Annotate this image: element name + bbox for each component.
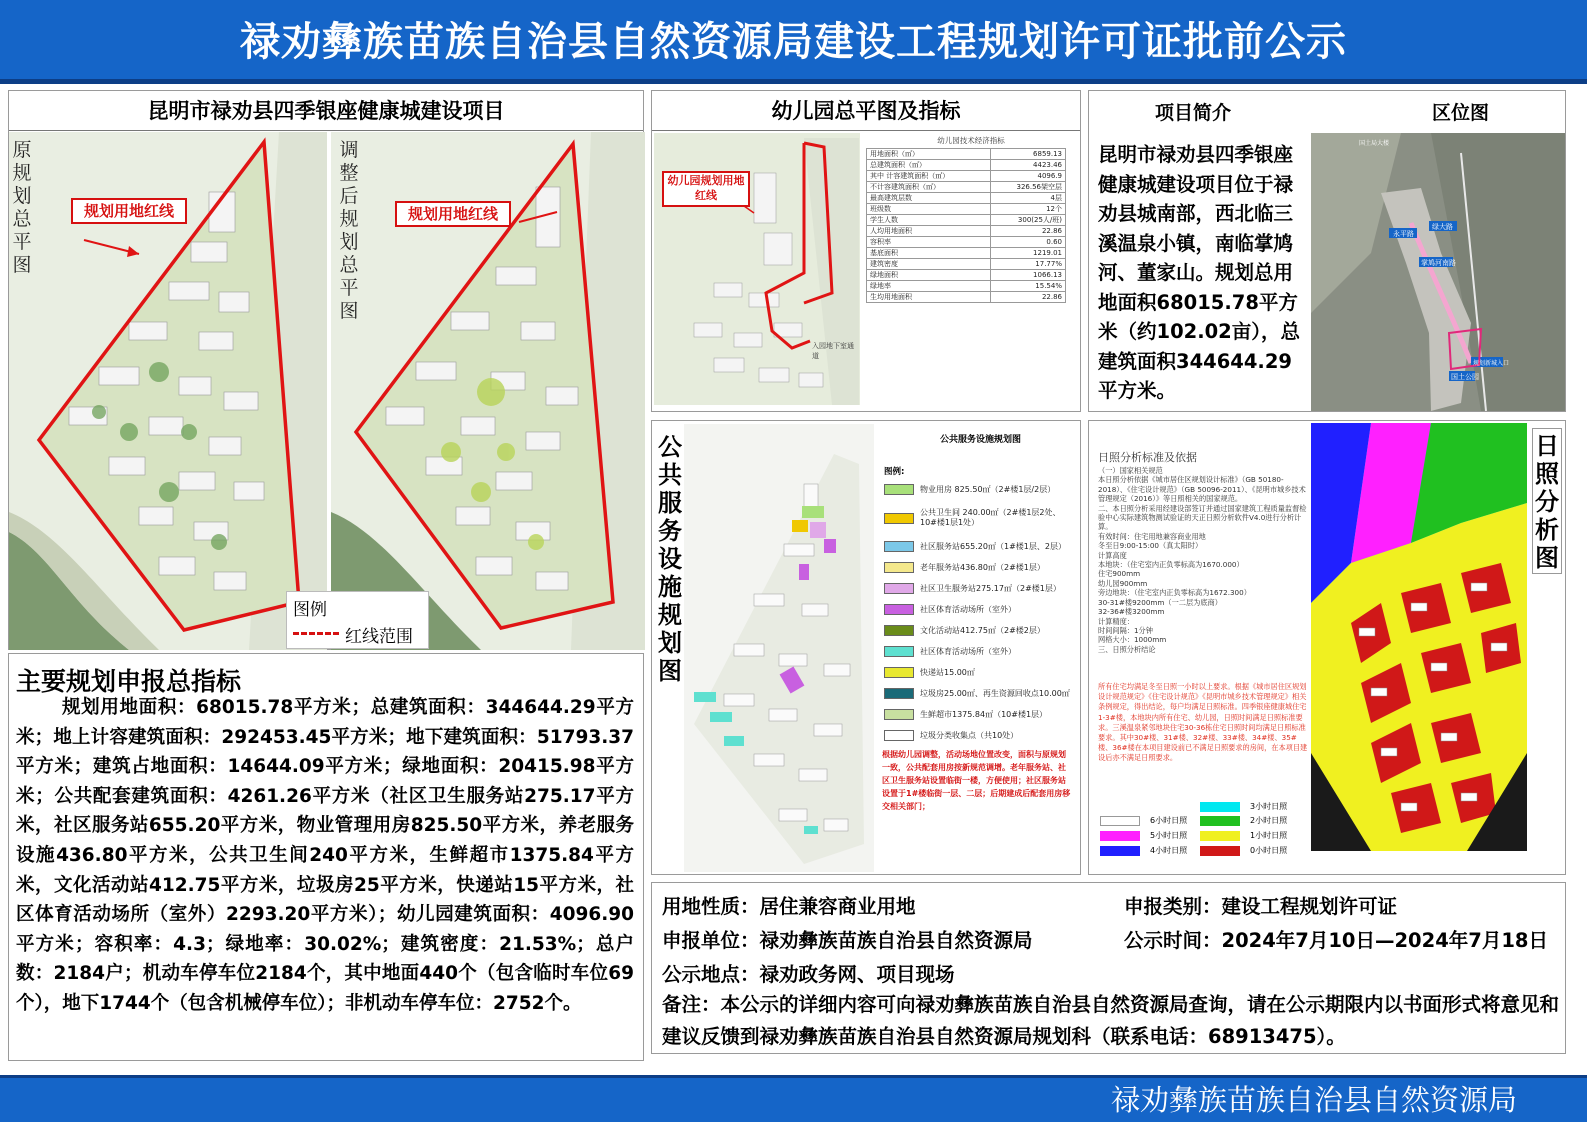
- sunlight-body: （一）国家相关规范 本日照分析依据《城市居住区规划设计标准》（GB 50180-2018）、《住宅设计规范》（GB 50096-2011）、《昆明市城乡技术管理规定（2016）》等日照相关的国家规范。 二、本日照分析采用经建设部签订并通过国家建筑工程质量监督检验中心实际建筑物测试验证的天正日照分析软件V4.0进行分析计算。 有效时间：住宅用地兼容商业用地 冬至日9:00-15:00（真太阳时） 计算高度 本地块：（住宅室内正负零标高为1670.000） 住宅900mm 幼儿园900mm 旁边地块：（住宅室内正负零标高为1672.300） 30-31#楼9200mm（一二层为底商） 32-36#楼3200mm 计算精度： 时间间隔：1分钟 网格大小：1000mm 三、日照分析结论: [1098, 466, 1307, 654]
- ps-legend-item: 社区卫生服务站275.17㎡（2#楼1层）: [884, 583, 1061, 594]
- title-bar: [0, 0, 1587, 84]
- sunlight-legend-item: 4小时日照: [1100, 845, 1187, 856]
- kg-row: 建筑密度 17.77%: [867, 259, 1066, 270]
- kg-row: 总建筑面积（㎡） 4423.46: [867, 160, 1066, 171]
- plan-legend: [286, 591, 429, 649]
- adjusted-plan-label: 调整后规划总平图: [339, 139, 359, 322]
- ps-legend-swatch: [884, 604, 914, 615]
- land-use-value: 居住兼容商业用地: [759, 895, 916, 918]
- intro-text: 昆明市禄劝县四季银座健康城建设项目位于禄劝县城南部，西北临三溪温泉小镇，南临掌鸠河、董家山。规划总用地面积68015.78平方米（约102.02亩），总建筑面积344644.29平方米。: [1098, 143, 1300, 402]
- kg-row: 最高建筑层数 4层: [867, 193, 1066, 204]
- sunlight-analysis-map: [1311, 423, 1527, 851]
- kg-row: 班级数 12个: [867, 204, 1066, 215]
- ps-legend-item: 社区体育活动场所（室外）: [884, 604, 1016, 615]
- map-label-entrance: 规划新城入口: [1473, 360, 1510, 367]
- kindergarten-indicator-table: [866, 135, 1076, 303]
- project-plan-panel: [8, 90, 644, 650]
- ps-legend-swatch: [884, 709, 914, 720]
- sunlight-side-label: 日照分析图: [1535, 432, 1559, 572]
- ps-legend-swatch: [884, 583, 914, 594]
- original-plan-label: 原规划总平图: [12, 139, 32, 276]
- kg-row: 基底面积 1219.01: [867, 248, 1066, 259]
- ps-legend-item: 生鲜超市1375.84㎡（10#楼1层）: [884, 709, 1047, 720]
- sunlight-legend-item: 0小时日照: [1200, 845, 1287, 856]
- kindergarten-panel: [651, 90, 1081, 412]
- ps-legend-item: 垃圾分类收集点（共10处）: [884, 730, 1018, 741]
- ps-legend-swatch: [884, 484, 914, 495]
- redline-label-original: 规划用地红线: [71, 198, 187, 224]
- page-title: 禄劝彝族苗族自治县自然资源局建设工程规划许可证批前公示: [240, 19, 1347, 65]
- application-type-value: 建设工程规划许可证: [1221, 895, 1398, 918]
- sunlight-legend-item: 6小时日照: [1100, 815, 1187, 826]
- redline-legend-label: 红线范围: [345, 627, 413, 647]
- footer-bar: [0, 1075, 1587, 1122]
- ps-legend-item: 快递站15.00㎡: [884, 667, 975, 678]
- land-use-row: 用地性质：居住兼容商业用地: [662, 895, 916, 918]
- kindergarten-redline-label: 幼儿园规划用地红线: [662, 171, 750, 207]
- kg-row: 人均用地面积 22.86: [867, 226, 1066, 237]
- map-label-yongping: 永平路: [1393, 230, 1414, 238]
- kg-row: 学生人数 300(25人/班): [867, 215, 1066, 226]
- publicity-place-row: 公示地点：禄劝政务网、项目现场: [662, 963, 955, 986]
- publicity-time-value: 2024年7月10日—2024年7月18日: [1221, 929, 1548, 952]
- footer-org: 禄劝彝族苗族自治县自然资源局: [1110, 1083, 1517, 1117]
- summary-body: 规划用地面积：68015.78平方米；总建筑面积：344644.29平方米；地上计容建筑面积：292453.45平方米；地下建筑面积：51793.37平方米；建筑占地面积：14644.09平方米；绿地面积：20415.98平方米；公共配套建筑面积：4261.26平方米（社区卫生服务站275.17平方米，社区服务站655.20平方米，物业管理用房825.50平方米，养老服务设施436.80平方米，公共卫生间240平方米，生鲜超市1375.84平方米，文化活动站412.75平方米，垃圾房25平方米，快递站15平方米，社区体育活动场所（室外）2293.20平方米）；幼儿园建筑面积：4096.90平方米；容积率：4.3；绿地率：30.02%；建筑密度：21.53%；总户数：2184户；机动车停车位2184个，其中地面440个（包含临时车位69个），地下1744个（包含机械停车位）；非机动车停车位：2752个。: [16, 697, 634, 1014]
- kg-row: 绿地面积 1066.13: [867, 270, 1066, 281]
- project-plan-title: 昆明市禄劝县四季银座健康城建设项目: [9, 91, 643, 131]
- ps-legend-item: 公共卫生间 240.00㎡（2#楼1层2处、10#楼1层1处）: [884, 508, 1070, 528]
- ps-legend-item: 老年服务站436.80㎡（2#楼1层）: [884, 562, 1045, 573]
- ps-legend-item: 垃圾房25.00㎡、再生资源回收点10.00㎡: [884, 688, 1070, 699]
- ps-legend-item: 社区服务站655.20㎡（1#楼1层、2层）: [884, 541, 1066, 552]
- kg-row: 其中 计容建筑面积（㎡） 4096.9: [867, 171, 1066, 182]
- intro-heading: 项目简介: [1155, 102, 1232, 124]
- ps-legend-swatch: [884, 541, 914, 552]
- ps-legend-item: 社区体育活动场所（室外）: [884, 646, 1016, 657]
- application-type-row: 申报类别：建设工程规划许可证: [1124, 895, 1398, 918]
- sunlight-legend-item: 2小时日照: [1200, 815, 1287, 826]
- public-service-side-label: 公共服务设施规划图: [658, 433, 682, 685]
- ps-legend-swatch: [884, 625, 914, 636]
- public-service-notes: 根据幼儿园调整，活动场地位置改变，面积与原规划一致，公共配套用房按新规范调增。老年服务站、社区卫生服务站设置临街一楼，方便使用；社区服务站设置于1#楼临街一层、二层；后期建成后配套用房移交相关部门；: [882, 750, 1071, 811]
- sunlight-title: 日照分析标准及依据: [1098, 451, 1197, 464]
- public-service-title: 公共服务设施规划图: [940, 435, 1022, 445]
- ps-legend-swatch: [884, 667, 914, 678]
- kg-row: 不计容建筑面积（㎡） 326.56架空层: [867, 182, 1066, 193]
- applicant-row: 申报单位：禄劝彝族苗族自治县自然资源局: [662, 929, 1033, 952]
- ps-legend-swatch: [884, 562, 914, 573]
- sunlight-legend-item: 3小时日照: [1200, 801, 1287, 812]
- applicant-value: 禄劝彝族苗族自治县自然资源局: [759, 929, 1033, 952]
- sunlight-conclusion: 所有住宅均满足冬至日照一小时以上要求。根据《城市居住区规划设计规范规定》《住宅设计规范》《昆明市城乡技术管理规定》相关条例规定，得出结论，每户均满足日照标准。四季银座健康城住宅1-3#楼，本地块内所有住宅、幼儿园，日照时间满足日照标准要求。三溪温泉紧邻地块住宅30-36栋住宅日照时间均满足日照标准要求。其中30#楼、31#楼、32#楼、33#楼、34#楼、35#楼、36#楼在本项目建设前已不满足日照要求的房间，在本项目建设后亦不满足日照要求。: [1098, 682, 1308, 763]
- map-label-lvda: 绿大路: [1432, 223, 1453, 231]
- redline-legend-swatch: [293, 632, 339, 635]
- remarks-text: 备注：本公示的详细内容可向禄劝彝族苗族自治县自然资源局查询，请在公示期限内以书面形式将意见和建议反馈到禄劝彝族苗族自治县自然资源局规划科（联系电话：68913475）。: [662, 993, 1560, 1048]
- kg-row: 绿地率 15.54%: [867, 281, 1066, 292]
- publicity-place-value: 禄劝政务网、项目现场: [759, 963, 955, 986]
- public-service-map: [684, 424, 874, 872]
- kindergarten-title: 幼儿园总平图及指标: [652, 91, 1080, 131]
- ps-legend-item: 文化活动站412.75㎡（2#楼2层）: [884, 625, 1045, 636]
- kg-row: 用地面积（㎡） 6859.13: [867, 149, 1066, 160]
- plan-legend-title: 图例: [293, 600, 327, 620]
- kg-row: 生均用地面积 22.86: [867, 292, 1066, 303]
- location-heading: 区位图: [1432, 102, 1490, 124]
- ps-legend-swatch: [884, 730, 914, 741]
- ps-legend-swatch: [884, 646, 914, 657]
- map-label-zhangjiu: 掌鸠河南路: [1421, 259, 1456, 267]
- redline-label-adjusted: 规划用地红线: [395, 201, 511, 227]
- ps-legend-swatch: [884, 688, 914, 699]
- kindergarten-entrance-label: 入园地下室通道: [812, 342, 854, 360]
- public-service-legend-title: 图例:: [884, 467, 905, 477]
- publicity-time-row: 公示时间：2024年7月10日—2024年7月18日: [1124, 929, 1548, 952]
- kg-row: 容积率 0.60: [867, 237, 1066, 248]
- location-map: [1311, 133, 1565, 411]
- map-label-bureau: 国土局大楼: [1359, 140, 1390, 147]
- sunlight-legend-item: 1小时日照: [1200, 830, 1287, 841]
- ps-legend-item: 物业用房 825.50㎡（2#楼1层/2层）: [884, 484, 1055, 495]
- summary-heading: 主要规划申报总指标: [16, 667, 242, 696]
- map-label-park: 国土公园: [1451, 373, 1479, 381]
- ps-legend-swatch: [884, 513, 914, 524]
- kindergarten-table-title: 幼儿园技术经济指标: [937, 136, 1005, 145]
- sunlight-legend-item: 5小时日照: [1100, 830, 1187, 841]
